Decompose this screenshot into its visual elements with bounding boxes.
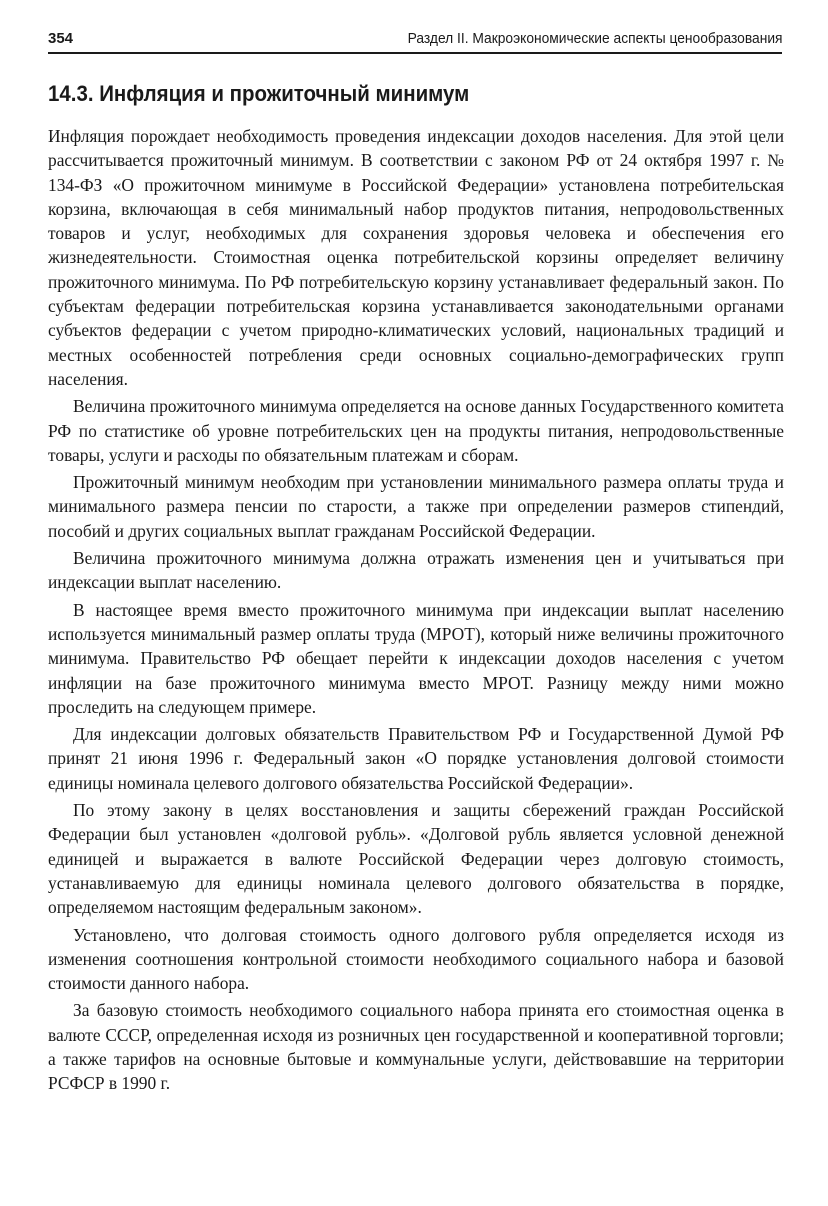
paragraph: В настоящее время вместо прожиточного минимума при индексации выплат населению используется минимальный размер оплаты труда (МРОТ), который ниже величины прожиточного минимума. Правительство РФ обещает перейти к индексации доходов населения с учетом инфляции на базе прожиточного минимума вместо МРОТ. Разницу между ними можно проследить на следующем примере. [48, 599, 784, 717]
paragraph: Величина прожиточного минимума должна отражать изменения цен и учитываться при индексации выплат населению. [48, 548, 784, 593]
paragraph: За базовую стоимость необходимого социального набора принята его стоимостная оценка в валюте СССР, определенная исходя из розничных цен государственной и кооперативной торговли; а также тарифов на основные бытовые и коммунальные услуги, действовавшие на территории РСФСР в 1990 г. [48, 1000, 784, 1094]
paragraph: Величина прожиточного минимума определяется на основе данных Государственного комитета РФ по статистике об уровне потребительских цен на продукты питания, непродовольственные товары, услуги и расходы по обязательным платежам и сборам. [48, 396, 784, 465]
paragraph: Прожиточный минимум необходим при установлении минимального размера оплаты труда и минимального размера пенсии по старости, а также при определении размеров стипендий, пособий и других социальных выплат гражданам Российской Федерации. [48, 472, 784, 541]
paragraph: Для индексации долговых обязательств Правительством РФ и Государственной Думой РФ принят 21 июня 1996 г. Федеральный закон «О порядке установления долговой стоимости единицы номинала целевого долгового обязательства Российской Федерации». [48, 724, 784, 793]
page-number: 354 [48, 30, 74, 47]
paragraph: По этому закону в целях восстановления и защиты сбережений граждан Российской Федерации был установлен «долговой рубль». «Долговой рубль является условной денежной единицей и выражается в валюте Российской Федерации через долговую стоимость, устанавливаемую для единицы номинала целевого долгового обязательства в порядке, определяемом настоящим федеральным законом». [48, 800, 784, 918]
running-title: Раздел II. Макроэкономические аспекты ценообразования [407, 30, 782, 47]
running-header [48, 28, 782, 54]
section-heading: 14.3. Инфляция и прожиточный минимум [48, 81, 470, 106]
body-text [48, 124, 784, 1099]
paragraph: Инфляция порождает необходимость проведения индексации доходов населения. Для этой цели рассчитывается прожиточный минимум. В соответствии с законом РФ от 24 октября 1997 г. № 134-ФЗ «О прожиточном минимуме в Российской Федерации» установлена потребительская корзина, включающая в себя минимальный набор продуктов питания, непродовольственных товаров и услуг, необходимых для сохранения здоровья человека и обеспечения его жизнедеятельности. Стоимостная оценка потребительской корзины определяет величину прожиточного минимума. По РФ потребительскую корзину устанавливает федеральный закон. По субъектам федерации потребительская корзина устанавливается законодательными органами субъектов федерации с учетом природно-климатических условий, национальных традиций и местных особенностей потребления среди основных социально-демографических групп населения. [48, 126, 784, 389]
paragraph: Установлено, что долговая стоимость одного долгового рубля определяется исходя из изменения соотношения контрольной стоимости необходимого социального набора и базовой стоимости данного набора. [48, 924, 784, 994]
